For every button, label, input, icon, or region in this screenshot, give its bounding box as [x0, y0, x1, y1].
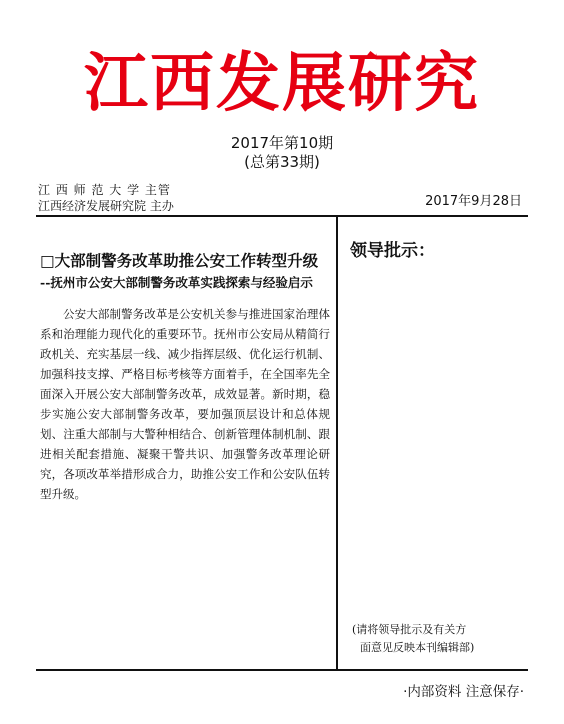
organizer-line: 江西经济发展研究院 主办 [38, 199, 174, 213]
header-divider [36, 215, 528, 217]
article-title: □大部制警务改革助推公安工作转型升级 [40, 251, 319, 270]
submission-note [352, 621, 528, 657]
publication-date: 2017年9月28日 [425, 194, 522, 209]
submission-note-line2: 面意见反映本刊编辑部) [360, 641, 475, 654]
column-divider [336, 217, 338, 669]
submission-note-line1: (请将领导批示及有关方 [352, 623, 467, 636]
footer-divider [36, 669, 528, 671]
masthead-title: 江西发展研究 [84, 47, 480, 121]
leader-instructions-label: 领导批示： [350, 241, 435, 261]
supervisor-line: 江 西 师 范 大 学 主管 [38, 183, 171, 197]
confidentiality-notice: ·内部资料 注意保存· [403, 684, 524, 700]
article-body: 公安大部制警务改革是公安机关参与推进国家治理体系和治理能力现代化的重要环节。抚州市公安局从精简行政机关、充实基层一线、减少指挥层级、优化运行机制、加强科技支撑、严格目标考核等方面着手，在全国率先全面深入开展公安大部制警务改革，成效显著。新时期，稳步实施公安大部制警务改革，要加强顶层设计和总体规划、注重大部制与大警种相结合、创新管理体制机制、跟进相关配套措施、凝聚干警共识、加强警务改革理论研究，各项改革举措形成合力，助推公安工作和公安队伍转型升级。 [40, 307, 330, 501]
article-subtitle: --抚州市公安大部制警务改革实践探索与经验启示 [40, 275, 313, 290]
issue-total: (总第33期) [244, 153, 320, 171]
instructions-column [350, 236, 528, 261]
article-column [40, 250, 330, 504]
issue-number: 2017年第10期 [230, 134, 334, 152]
